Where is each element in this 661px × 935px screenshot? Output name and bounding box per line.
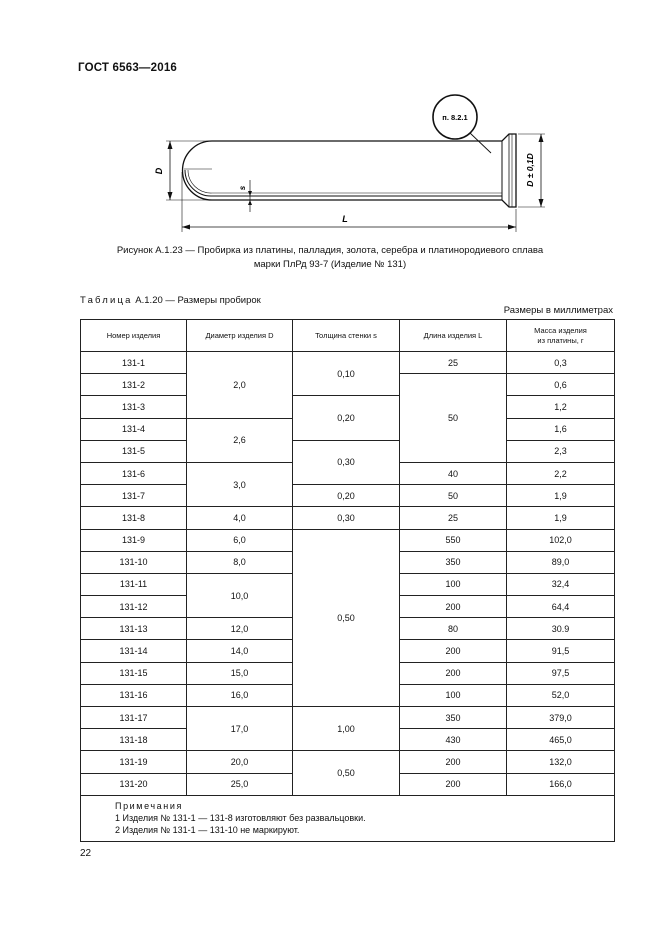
table-row — [81, 529, 615, 551]
cell-mass: 1,9 — [507, 507, 615, 529]
cell-length: 40 — [400, 462, 507, 484]
cell-number: 131-15 — [81, 662, 187, 684]
cell-length: 25 — [400, 352, 507, 374]
cell-length: 50 — [400, 374, 507, 463]
cell-mass: 0,3 — [507, 352, 615, 374]
cell-diameter: 2,0 — [187, 352, 293, 419]
cell-mass: 1,2 — [507, 396, 615, 418]
cell-length: 200 — [400, 662, 507, 684]
cell-number: 131-8 — [81, 507, 187, 529]
table-row — [81, 751, 615, 773]
cell-length: 200 — [400, 751, 507, 773]
cell-number: 131-10 — [81, 551, 187, 573]
cell-mass: 52,0 — [507, 684, 615, 706]
header-thickness: Толщина стенки s — [293, 320, 400, 352]
cell-mass: 2,2 — [507, 462, 615, 484]
table-row — [81, 485, 615, 507]
cell-number: 131-11 — [81, 573, 187, 595]
cell-mass: 102,0 — [507, 529, 615, 551]
note-2: 2 Изделия № 131-1 — 131-10 не маркируют. — [115, 824, 300, 835]
cell-number: 131-13 — [81, 618, 187, 640]
cell-diameter: 10,0 — [187, 573, 293, 617]
cell-mass: 379,0 — [507, 707, 615, 729]
cell-length: 430 — [400, 729, 507, 751]
cell-diameter: 3,0 — [187, 462, 293, 506]
table-title-rest: А.1.20 — Размеры пробирок — [132, 295, 261, 306]
cell-mass: 0,6 — [507, 374, 615, 396]
cell-thickness: 0,20 — [293, 396, 400, 440]
cell-mass: 89,0 — [507, 551, 615, 573]
cell-thickness: 0,30 — [293, 440, 400, 484]
note-1: 1 Изделия № 131-1 — 131-8 изготовляют без развальцовки. — [115, 812, 366, 823]
header-number: Номер изделия — [81, 320, 187, 352]
cell-number: 131-9 — [81, 529, 187, 551]
dim-D-tol-label: D ± 0,1D — [525, 153, 535, 187]
cell-thickness: 1,00 — [293, 707, 400, 751]
callout-label: п. 8.2.1 — [442, 113, 468, 122]
cell-diameter: 8,0 — [187, 551, 293, 573]
cell-diameter: 6,0 — [187, 529, 293, 551]
cell-diameter: 14,0 — [187, 640, 293, 662]
cell-mass: 2,3 — [507, 440, 615, 462]
notes-title: Примечания — [115, 800, 183, 811]
cell-number: 131-17 — [81, 707, 187, 729]
cell-diameter: 12,0 — [187, 618, 293, 640]
cell-diameter: 20,0 — [187, 751, 293, 773]
cell-diameter: 4,0 — [187, 507, 293, 529]
table-title — [80, 295, 261, 306]
cell-length: 350 — [400, 707, 507, 729]
cell-number: 131-2 — [81, 374, 187, 396]
cell-mass: 97,5 — [507, 662, 615, 684]
cell-length: 100 — [400, 684, 507, 706]
dim-L-label: L — [342, 214, 348, 224]
cell-number: 131-6 — [81, 462, 187, 484]
cell-length: 550 — [400, 529, 507, 551]
page-number: 22 — [80, 848, 92, 859]
cell-thickness: 0,10 — [293, 352, 400, 396]
cell-thickness: 0,50 — [293, 529, 400, 707]
cell-diameter: 16,0 — [187, 684, 293, 706]
dim-D-label: D — [154, 167, 164, 175]
table-row — [81, 440, 615, 462]
cell-mass: 32,4 — [507, 573, 615, 595]
table-row — [81, 352, 615, 374]
cell-mass: 64,4 — [507, 596, 615, 618]
header-mass: Масса изделия из платины, г — [507, 320, 615, 352]
caption-line-1: Рисунок А.1.23 — Пробирка из платины, палладия, золота, серебра и платинородиевого сплава — [116, 245, 544, 256]
document-id: ГОСТ 6563—2016 — [78, 62, 178, 74]
cell-mass: 132,0 — [507, 751, 615, 773]
cell-mass: 465,0 — [507, 729, 615, 751]
cell-length: 80 — [400, 618, 507, 640]
cell-length: 50 — [400, 485, 507, 507]
cell-length: 200 — [400, 773, 507, 795]
cell-length: 200 — [400, 596, 507, 618]
table-title-word: Таблица — [80, 295, 133, 306]
cell-mass: 91,5 — [507, 640, 615, 662]
cell-number: 131-16 — [81, 684, 187, 706]
units-note: Размеры в миллиметрах — [503, 305, 613, 316]
cell-mass: 1,9 — [507, 485, 615, 507]
dim-s-label: s — [238, 185, 247, 191]
cell-mass: 1,6 — [507, 418, 615, 440]
header-diameter: Диаметр изделия D — [187, 320, 293, 352]
table-row — [81, 707, 615, 729]
cell-diameter: 17,0 — [187, 707, 293, 751]
cell-number: 131-3 — [81, 396, 187, 418]
cell-number: 131-20 — [81, 773, 187, 795]
cell-mass: 30.9 — [507, 618, 615, 640]
cell-number: 131-1 — [81, 352, 187, 374]
cell-length: 100 — [400, 573, 507, 595]
cell-length: 350 — [400, 551, 507, 573]
cell-mass: 166,0 — [507, 773, 615, 795]
cell-number: 131-14 — [81, 640, 187, 662]
cell-number: 131-18 — [81, 729, 187, 751]
cell-number: 131-4 — [81, 418, 187, 440]
caption-line-2: марки ПлРд 93-7 (Изделие № 131) — [253, 259, 407, 270]
cell-length: 200 — [400, 640, 507, 662]
cell-length: 25 — [400, 507, 507, 529]
cell-thickness: 0,20 — [293, 485, 400, 507]
cell-number: 131-19 — [81, 751, 187, 773]
header-length: Длина изделия L — [400, 320, 507, 352]
notes-cell — [81, 795, 615, 841]
dimensions-table — [80, 319, 615, 842]
cell-diameter: 2,6 — [187, 418, 293, 462]
cell-diameter: 15,0 — [187, 662, 293, 684]
cell-number: 131-7 — [81, 485, 187, 507]
cell-number: 131-12 — [81, 596, 187, 618]
figure-caption — [80, 244, 580, 272]
cell-number: 131-5 — [81, 440, 187, 462]
cell-thickness: 0,50 — [293, 751, 400, 795]
table-row — [81, 507, 615, 529]
table-row — [81, 396, 615, 418]
notes-row — [81, 795, 615, 841]
cell-thickness: 0,30 — [293, 507, 400, 529]
table-header-row — [81, 320, 615, 352]
cell-diameter: 25,0 — [187, 773, 293, 795]
